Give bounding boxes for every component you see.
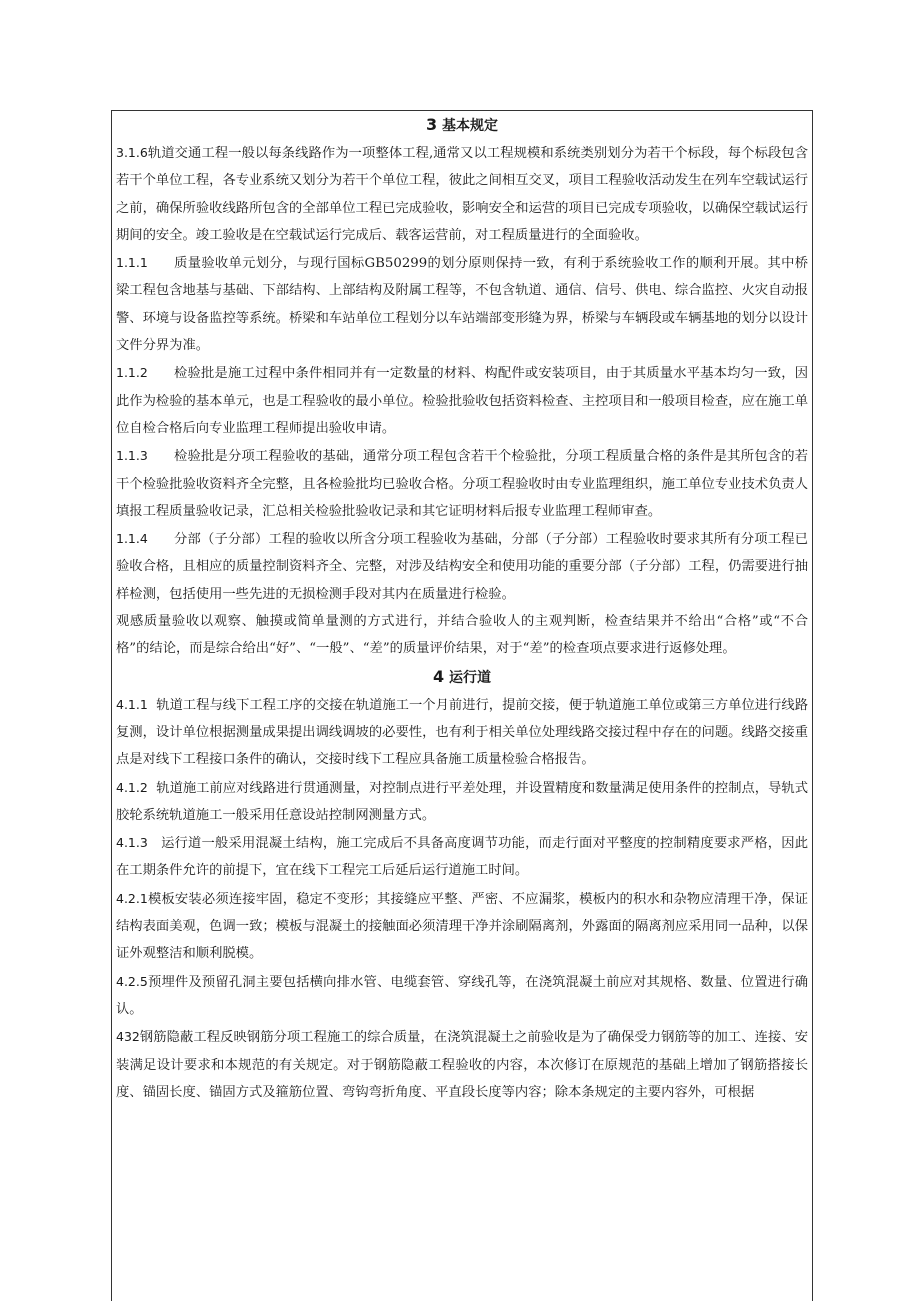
paragraph-text: 预埋件及预留孔洞主要包括横向排水管、电缆套管、穿线孔等，在浇筑混凝土前应对其规格、数量、位置进行确认。: [116, 974, 808, 1017]
section-3-number: 3: [425, 115, 438, 134]
section-3-heading: [116, 111, 808, 139]
paragraph: [116, 249, 808, 359]
paragraph-number: 4.1.3: [116, 835, 148, 851]
document-frame: [111, 110, 813, 1301]
paragraph-text: 检验批是施工过程中条件相同并有一定数量的材料、构配件或安装项目，由于其质量水平基本均匀一致，因此作为检验的基本单元，也是工程验收的最小单位。检验批验收包括资料检查、主控项目和一般项目检查，应在施工单位自检合格后向专业监理工程师提出验收申请。: [116, 366, 808, 436]
paragraph-text: 分部（子分部）工程的验收以所含分项工程验收为基础，分部（子分部）工程验收时要求其所有分项工程已验收合格，且相应的质量控制资料齐全、完整，对涉及结构安全和使用功能的重要分部（子分部）工程，仍需要进行抽样检测，包括使用一些先进的无损检测手段对其内在质量进行检验。: [116, 532, 808, 602]
paragraph: [116, 442, 808, 525]
paragraph: [116, 968, 808, 1024]
section-4-title: 运行道: [449, 669, 491, 686]
paragraph: [116, 1023, 808, 1106]
paragraph-number: 432: [116, 1029, 140, 1045]
paragraph-text: 运行道一般采用混凝土结构，施工完成后不具备高度调节功能，而走行面对平整度的控制精度要求严格，因此在工期条件允许的前提下，宜在线下工程完工后延后运行道施工时间。: [116, 836, 809, 879]
paragraph-text: 检验批是分项工程验收的基础，通常分项工程包含若干个检验批，分项工程质量合格的条件是其所包含的若干个检验批验收资料齐全完整，且各检验批均已验收合格。分项工程验收时由专业监理组织，施工单位专业技术负责人填报工程质量验收记录，汇总相关检验批验收记录和其它证明材料后报专业监理工程师审查。: [116, 449, 808, 519]
paragraph-number: 4.2.1: [116, 890, 148, 906]
paragraph-number: 1.1.4: [116, 531, 148, 547]
paragraph-text: 轨道施工前应对线路进行贯通测量，对控制点进行平差处理，并设置精度和数量满足使用条件的控制点，导轨式胶轮系统轨道施工一般采用任意设站控制网测量方式。: [116, 780, 808, 823]
paragraph: [116, 139, 808, 249]
paragraph: [116, 525, 808, 608]
paragraph-number: 1.1.1: [116, 255, 148, 271]
paragraph: [116, 885, 808, 968]
paragraph-number: 4.2.5: [116, 973, 148, 989]
section-4-number: 4: [432, 666, 445, 686]
paragraph-text: 观感质量验收以观察、触摸或简单量测的方式进行，并结合验收人的主观判断，检查结果并不给出“合格”或“不合格”的结论，而是综合给出“好”、“一般”、“差”的质量评价结果，对于“差”的检查项点要求进行返修处理。: [116, 614, 808, 657]
paragraph: [116, 691, 808, 774]
section-3-title: 基本规定: [442, 118, 498, 134]
paragraph-number: 4.1.2: [116, 779, 148, 795]
section-4-heading: [116, 663, 808, 691]
paragraph: [116, 829, 808, 885]
document-body: [112, 111, 812, 1106]
paragraph-text: 模板安装必须连接牢固，稳定不变形；其接缝应平整、严密、不应漏浆，模板内的积水和杂物应清理干净，保证结构表面美观，色调一致；模板与混凝土的接触面必须清理干净并涂刷隔离剂，外露面的隔离剂应采用同一品种，以保证外观整洁和顺利脱模。: [116, 891, 808, 962]
paragraph-text: 轨道交通工程一般以每条线路作为一项整体工程,通常又以工程规模和系统类别划分为若干个标段，每个标段包含若干个单位工程，各专业系统又划分为若干个单位工程，彼此之间相互交叉，项目工程验收活动发生在列车空载试运行之前，确保所验收线路所包含的全部单位工程已完成验收，影响安全和运营的项目已完成专项验收，以确保空载试运行期间的安全。竣工验收是在空载试运行完成后、载客运营前，对工程质量进行的全面验收。: [116, 146, 808, 243]
paragraph-number: 1.1.3: [116, 448, 148, 464]
paragraph-number: 1.1.2: [116, 365, 148, 381]
paragraph-text: 钢筋隐蔽工程反映钢筋分项工程施工的综合质量，在浇筑混凝土之前验收是为了确保受力钢筋等的加工、连接、安装满足设计要求和本规范的有关规定。对于钢筋隐蔽工程验收的内容，本次修订在原规范的基础上增加了钢筋搭接长度、锚固长度、锚固方式及箍筋位置、弯钩弯折角度、平直段长度等内容；除本条规定的主要内容外，可根据: [116, 1030, 808, 1100]
paragraph: [116, 359, 808, 442]
paragraph-text: 质量验收单元划分，与现行国标GB50299的划分原则保持一致，有利于系统验收工作的顺利开展。其中桥梁工程包含地基与基础、下部结构、上部结构及附属工程等，不包含轨道、通信、信号、供电、综合监控、火灾自动报警、环境与设备监控等系统。桥梁和车站单位工程划分以车站端部变形缝为界，桥梁与车辆段或车辆基地的划分以设计文件分界为准。: [116, 256, 808, 354]
paragraph-number: 3.1.6: [116, 145, 148, 160]
paragraph-number: 4.1.1: [116, 696, 148, 712]
paragraph: [116, 774, 808, 830]
paragraph-text: 轨道工程与线下工程工序的交接在轨道施工一个月前进行，提前交接，便于轨道施工单位或第三方单位进行线路复测，设计单位根据测量成果提出调线调坡的必要性，也有利于相关单位处理线路交接过程中存在的问题。线路交接重点是对线下工程接口条件的确认，交接时线下工程应具备施工质量检验合格报告。: [116, 697, 808, 768]
paragraph: [116, 608, 808, 663]
